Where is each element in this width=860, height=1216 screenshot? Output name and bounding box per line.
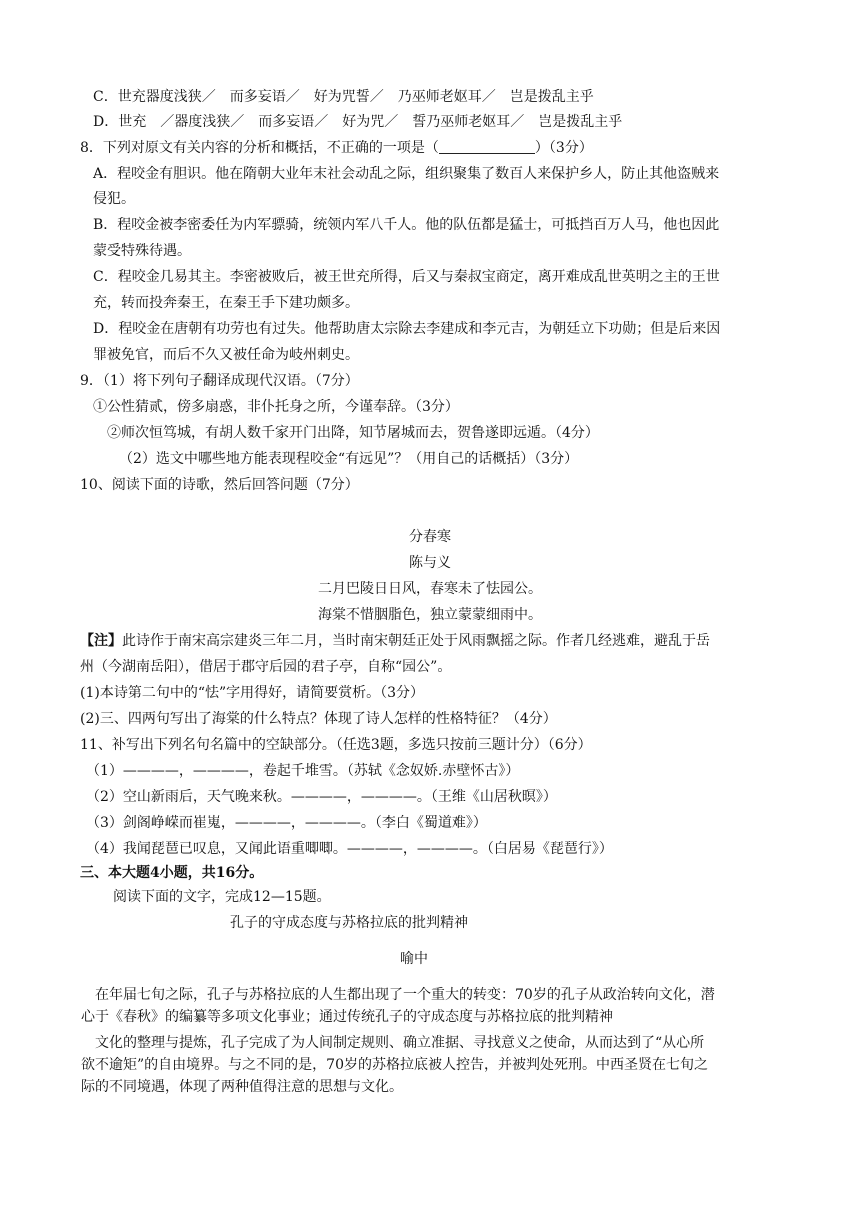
- answer-blank: [439, 139, 535, 154]
- poem-note-line1: [80, 632, 710, 650]
- q9-subquestion-2: （2）选文中哪些地方能表现程咬金“有远见”？（用自己的话概括）（3分）: [119, 451, 579, 467]
- q11-item-1: （1）————，————，卷起千堆雪。（苏轼《念奴娇.赤壁怀古》）: [86, 763, 520, 779]
- q11-stem: 11、补写出下列名句名篇中的空缺部分。（任选3题，多选只按前三题计分）（6分）: [80, 737, 592, 753]
- q10-subquestion-1: (1)本诗第二句中的“怯”字用得好，请简要赏析。（3分）: [80, 685, 425, 701]
- q8-stem: [80, 139, 593, 157]
- q8-option-d-line2: 罪被免官，而后不久又被任命为岐州刺史。: [93, 347, 359, 363]
- q8-option-a-line1: A．程咬金有胆识。他在隋朝大业年末社会动乱之际，组织聚集了数百人来保护乡人，防止其他盗贼来: [93, 166, 720, 182]
- q11-item-2: （2）空山新雨后，天气晚来秋。————，————。（王维《山居秋暝》）: [86, 789, 557, 805]
- poem-author: 陈与义: [409, 555, 451, 571]
- article-paragraph-1-line2: 心于《春秋》的编纂等多项文化事业；通过传统孔子的守成态度与苏格拉底的批判精神: [81, 1009, 613, 1025]
- poem-line-2: 海棠不惜胭脂色，独立蒙蒙细雨中。: [318, 607, 542, 623]
- article-title: 孔子的守成态度与苏格拉底的批判精神: [230, 915, 468, 931]
- article-paragraph-1-line1: 在年届七旬之际，孔子与苏格拉底的人生都出现了一个重大的转变：70岁的孔子从政治转向文化，潜: [95, 987, 715, 1003]
- section-3-intro: 阅读下面的文字，完成12—15题。: [113, 889, 331, 905]
- q9-sentence-2: ②师次恒笃城，有胡人数千家开门出降，知节屠城而去，贺鲁遂即远遁。（4分）: [107, 425, 599, 441]
- q7-option-d: D．世充 ／器度浅狭／ 而多妄语／ 好为咒／ 誓乃巫师老妪耳／ 岂是拨乱主乎: [93, 114, 623, 130]
- article-author: 喻中: [400, 951, 428, 967]
- article-paragraph-2-line2: 欲不逾矩”的自由境界。与之不同的是，70岁的苏格拉底被人控告，并被判处死刑。中西圣贤在七旬之: [81, 1057, 708, 1073]
- poem-line-1: 二月巴陵日日风，春寒未了怯园公。: [318, 581, 542, 597]
- q8-option-c-line2: 充，转而投奔秦王，在秦王手下建功颇多。: [93, 295, 359, 311]
- q8-option-b-line2: 蒙受特殊待遇。: [93, 243, 191, 259]
- poem-title: 分春寒: [409, 529, 451, 545]
- q8-stem-suffix: ）（3分）: [534, 140, 593, 156]
- q10-stem: 10、阅读下面的诗歌，然后回答问题（7分）: [80, 477, 359, 493]
- q11-item-4: （4）我闻琵琶已叹息，又闻此语重唧唧。————，————。（白居易《琵琶行》）: [86, 841, 613, 857]
- q8-option-c-line1: C．程咬金几易其主。李密被败后，被王世充所得，后又与秦叔宝商定，离开难成乱世英明之主的王世: [93, 269, 720, 285]
- q9-stem: 9．（1）将下列句子翻译成现代汉语。（7分）: [80, 373, 359, 389]
- section-3-heading: 三、本大题4小题，共16分。: [80, 865, 264, 881]
- q8-option-a-line2: 侵犯。: [93, 191, 135, 207]
- q11-item-3: （3）剑阁峥嵘而崔嵬，————，————。（李白《蜀道难》）: [86, 815, 487, 831]
- q7-option-c: C．世充器度浅狭／ 而多妄语／ 好为咒誓／ 乃巫师老妪耳／ 岂是拨乱主乎: [93, 89, 594, 105]
- article-paragraph-2-line3: 际的不同境遇，体现了两种值得注意的思想与文化。: [81, 1079, 403, 1095]
- q8-option-d-line1: D．程咬金在唐朝有功劳也有过失。他帮助唐太宗除去李建成和李元吉，为朝廷立下功勋；但是后来因: [93, 321, 721, 337]
- article-paragraph-2-line1: 文化的整理与提炼，孔子完成了为人间制定规则、确立准据、寻找意义之使命，从而达到了“从心所: [95, 1035, 705, 1051]
- q8-stem-prefix: 8．下列对原文有关内容的分析和概括，不正确的一项是（: [80, 140, 439, 156]
- q10-subquestion-2: (2)三、四两句写出了海棠的什么特点？体现了诗人怎样的性格特征？（4分）: [80, 711, 557, 727]
- q8-option-b-line1: B．程咬金被李密委任为内军骠骑，统领内军八千人。他的队伍都是猛士，可抵挡百万人马，他也因此: [93, 217, 720, 233]
- poem-note-line2: 州（今湖南岳阳），借居于郡守后园的君子亭，自称“园公”。: [80, 659, 452, 675]
- poem-note-label: 【注】: [80, 633, 122, 649]
- q9-sentence-1: ①公性猜贰，傍多扇惑，非仆托身之所，今谨奉辞。（3分）: [93, 399, 459, 415]
- poem-note-text: 此诗作于南宋高宗建炎三年二月，当时南宋朝廷正处于风雨飘摇之际。作者几经逃难，避乱于岳: [122, 633, 710, 649]
